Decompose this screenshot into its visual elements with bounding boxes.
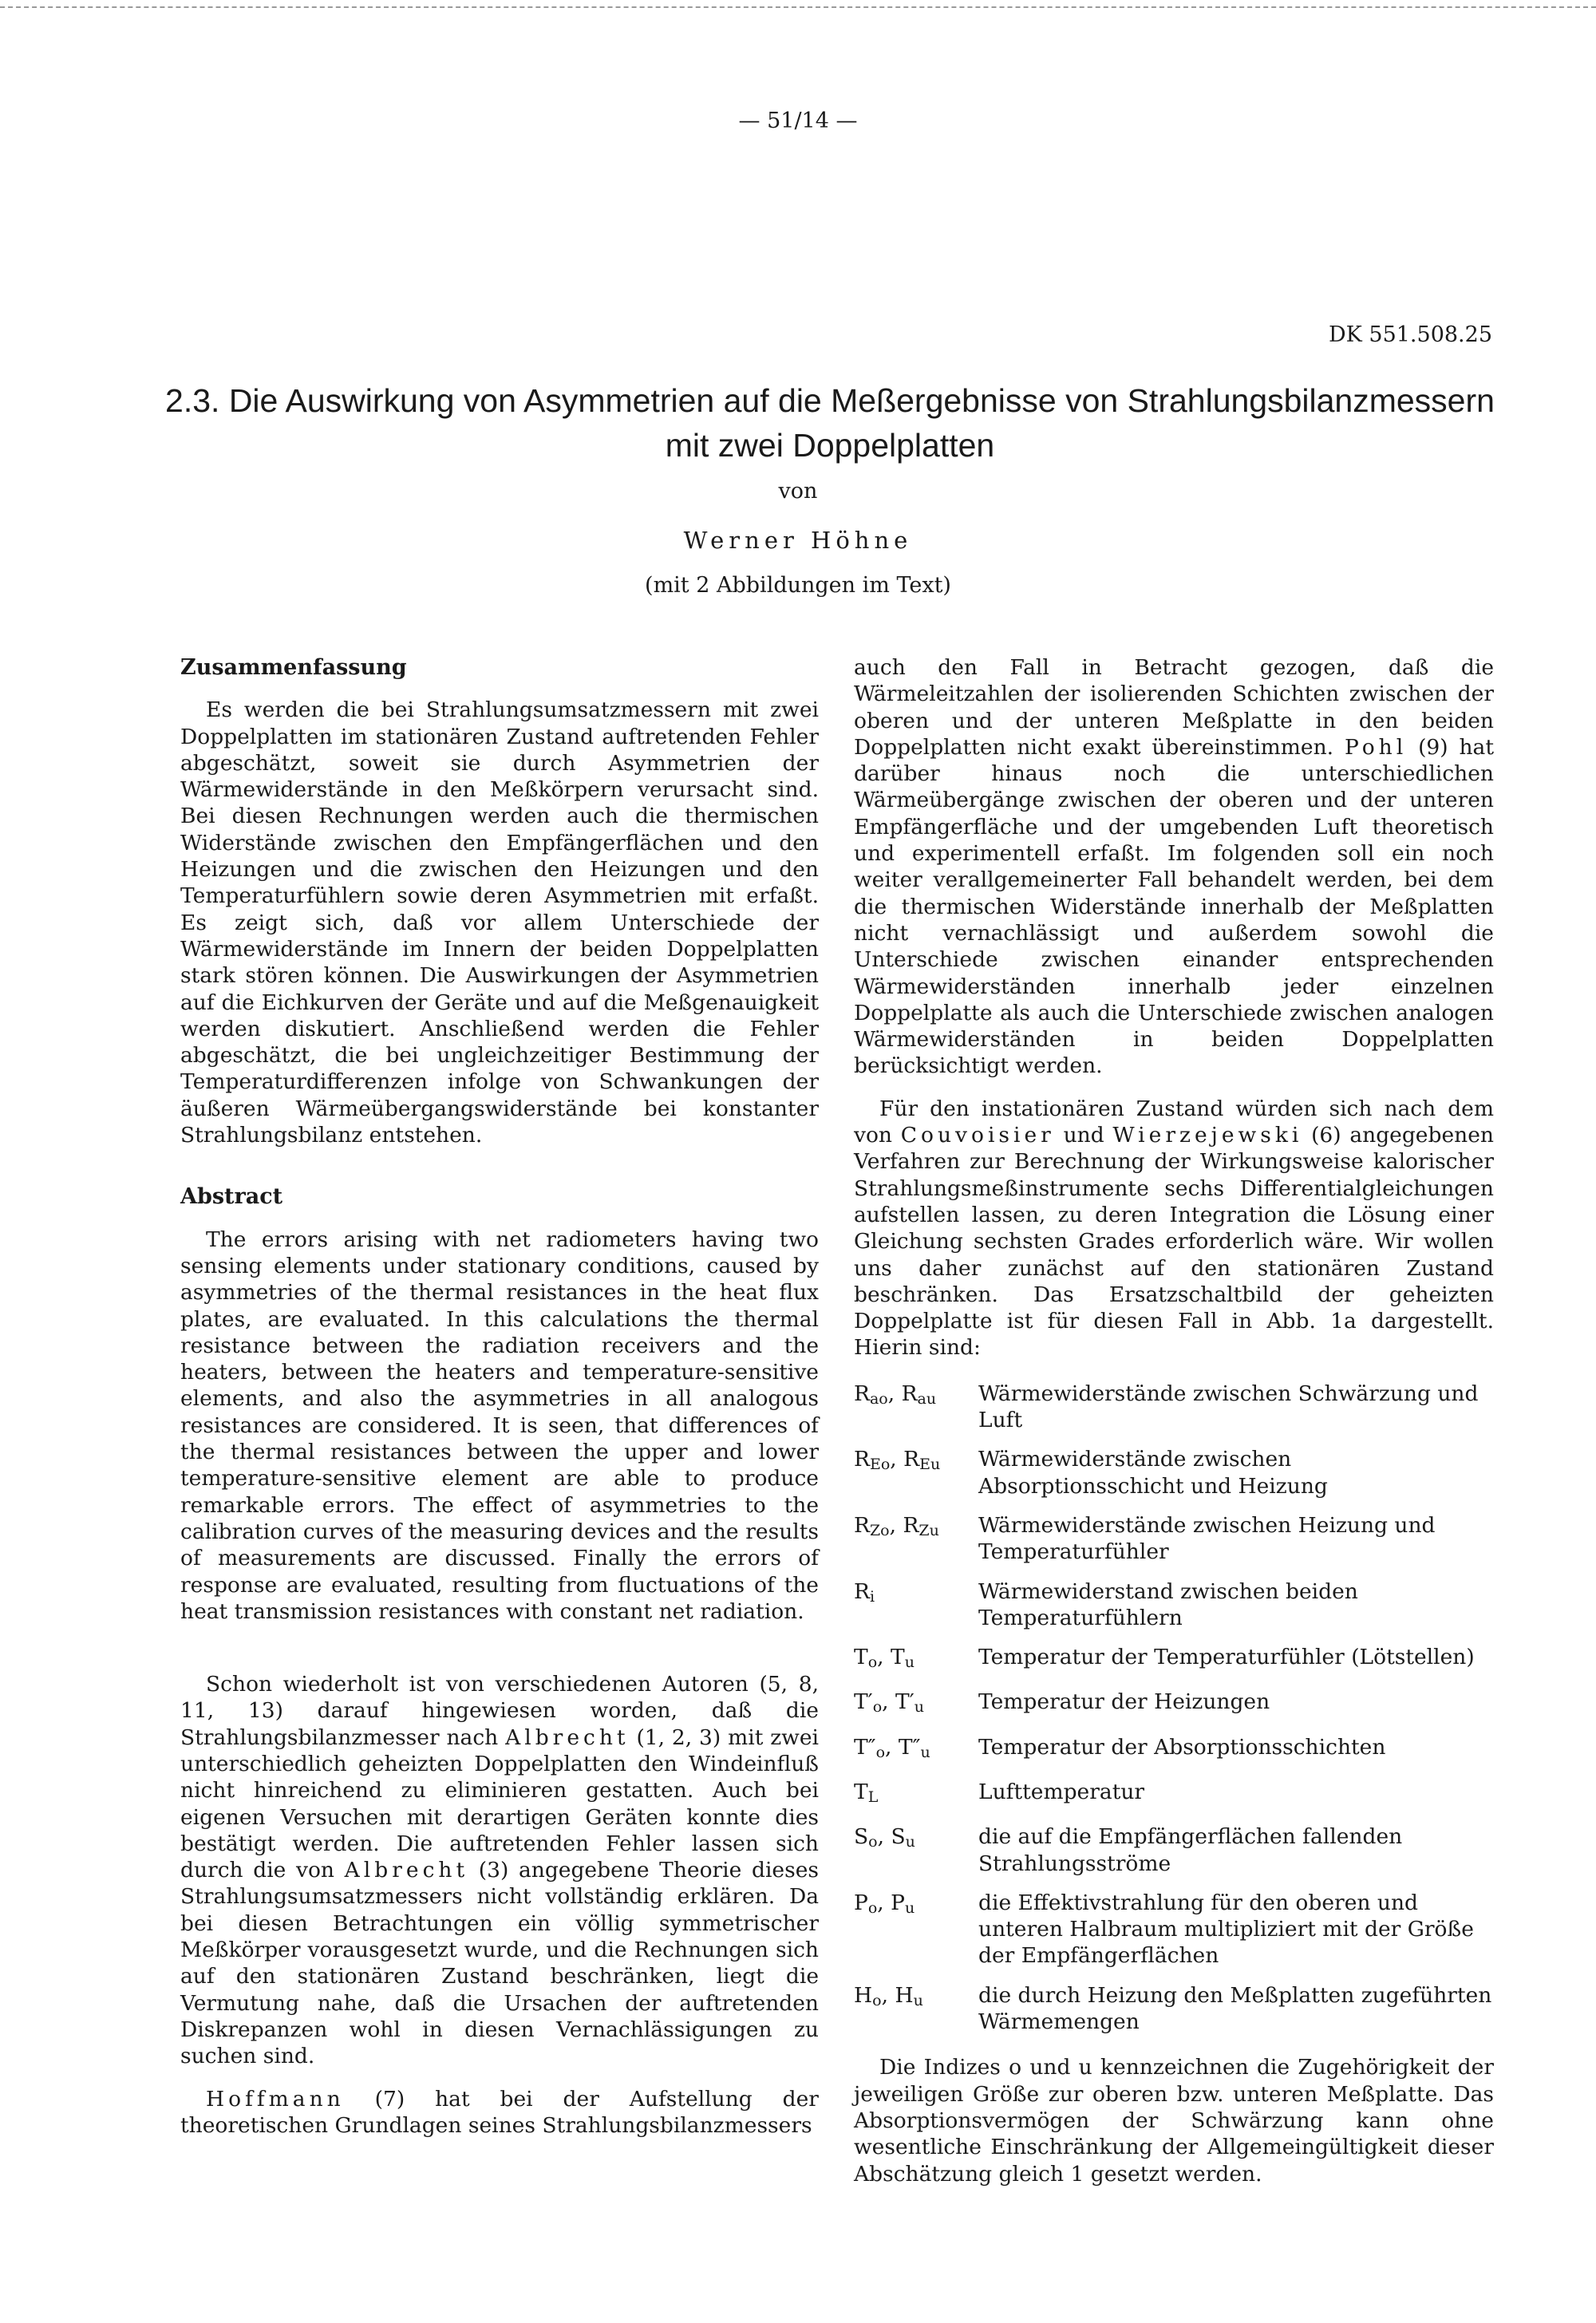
definition-text: Wärmewiderstände zwischen Absorptionsschicht und Heizung: [978, 1447, 1328, 1499]
hoffmann-text-a: (7) hat bei der Aufstellung der theoretischen Grundlagen seines Strahlungsbilanzmessers: [180, 2086, 819, 2138]
symbol-subscript: u: [905, 1833, 915, 1851]
byline-von: von: [778, 479, 818, 504]
symbol-subscript: o: [872, 1991, 882, 2009]
symbol-subscript: o: [868, 1833, 878, 1851]
symbol-separator: ,: [885, 1734, 899, 1760]
symbol-base: R: [854, 1578, 870, 1604]
symbol-subscript: o: [867, 1653, 878, 1672]
symbol-base: T″: [854, 1734, 876, 1760]
symbol-base: T: [854, 1779, 868, 1804]
continued-text-b: (9) hat darüber hinaus noch die unterschiedlichen Wärmeübergänge zwischen der oberen und der unteren Empfängerfläche und der umgebenden Luft theoretisch und experimentell erfaßt. Im folgenden soll ein noch weiter verallgemeinerter Fall behandelt werden, bei dem die thermischen Widerstände innerhalb der Meßplatten nicht vernachlässigt und außerdem sowohl die Unterschiede zwischen einander entsprechenden Wärmewiderständen innerhalb jeder einzelnen Doppelplatte als auch die Unterschiede zwischen analogen Wärmewiderständen in beiden Doppelplatten berücksichtigt werden.: [854, 734, 1494, 1079]
symbol-subscript: u: [904, 1653, 915, 1672]
symbol-subscript: ao: [869, 1389, 888, 1408]
summary-text: Es werden die bei Strahlungsumsatzmessern mit zwei Doppelplatten im stationären Zustand auftretenden Fehler abgeschätzt, soweit sie durch Asymmetrien der Wärmewiderstände in den Meßkörpern verursacht sind. Bei diesen Rechnungen werden auch die thermischen Widerstände zwischen den Empfängerflächen und den Heizungen und die zwischen den Heizungen und den Temperaturfühlern sowie deren Asymmetrien mit erfaßt. Es zeigt sich, daß vor allem Unterschiede der Wärmewiderstände im Innern der beiden Doppelplatten stark stören können. Die Auswirkungen der Asymmetrien auf die Eichkurven der Geräte und auf die Meßgenauigkeit werden diskutiert. Anschließend werden die Fehler abgeschätzt, die bei ungleichzeitiger Bestimmung der Temperaturdifferenzen infolge von Schwankungen der äußeren Wärmeübergangswiderstände bei konstanter Strahlungsbilanz entstehen.: [180, 697, 819, 1148]
symbol-base: T: [854, 1645, 868, 1670]
definition-row: [854, 1982, 1494, 2036]
symbol-base: H: [854, 1982, 873, 2008]
definition-symbol: [854, 1779, 978, 1811]
definition-row: [854, 1578, 1494, 1632]
definition-symbol: [854, 1982, 978, 2014]
author-ref-albrecht-2: Albrecht: [344, 1858, 469, 1883]
symbol-subscript: u: [914, 1698, 924, 1717]
definition-text: Temperatur der Heizungen: [978, 1689, 1270, 1715]
right-column: [854, 654, 1494, 2187]
symbol-separator: ,: [881, 1982, 895, 2008]
definition-symbol: [854, 1734, 978, 1766]
intro-text-b: (1, 2, 3) mit zwei unterschiedlich geheizten Doppelplatten den Windeinfluß nicht hinreichend zu eliminieren gestatten. Auch bei eigenen Versuchen mit derartigen Geräten konnte dies bestätigt werden. Die auftretenden Fehler lassen sich durch die von: [180, 1724, 819, 1883]
page-number: — 51/14 —: [738, 109, 858, 133]
summary-heading: Zusammenfassung: [180, 655, 407, 680]
symbol-separator: ,: [887, 1381, 902, 1406]
definition-symbol: [854, 1890, 978, 1922]
definition-row: [854, 1779, 1494, 1811]
definition-symbol: [854, 1446, 978, 1478]
abstract-text: The errors arising with net radiometers having two sensing elements under stationary conditions, caused by asymmetries of the thermal resistances in the heat flux plates, are evaluated. In this calculations the thermal resistance between the radiation receivers and the heaters, between the heaters and temperature-sensitive elements, and also the asymmetries in all analogous resistances are considered. It is seen, that differences of the thermal resistances between the upper and lower temperature-sensitive element are able to produce remarkable errors. The effect of asymmetries to the calibration curves of the measuring devices and the results of measurements are discussed. Finally the errors of response are evaluated, resulting from fluctuations of the heat transmission resistances with constant net radiation.: [180, 1227, 819, 1624]
symbol-subscript: Eo: [869, 1456, 891, 1474]
symbol-subscript: i: [869, 1587, 875, 1606]
symbol-subscript: o: [875, 1743, 886, 1761]
continued-text-a: auch den Fall in Betracht gezogen, daß die Wärmeleitzahlen der isolierenden Schichten zwischen der oberen und der unteren Meßplatte in den beiden Doppelplatten nicht exakt übereinstimmen.: [854, 655, 1494, 760]
author-ref-pohl: Pohl: [1344, 734, 1408, 760]
definition-text: Wärmewiderstände zwischen Schwärzung und Luft: [978, 1381, 1479, 1433]
definition-row: [854, 1734, 1494, 1766]
symbol-base: R: [854, 1447, 870, 1472]
definition-row: [854, 1381, 1494, 1434]
symbol-subscript: u: [920, 1743, 930, 1761]
symbol-base: T′: [854, 1689, 873, 1715]
definition-text: die auf die Empfängerflächen fallenden Strahlungsströme: [978, 1824, 1403, 1876]
method-paragraph: [854, 1096, 1494, 1361]
intro-paragraph: [180, 1671, 819, 2069]
definition-row: [854, 1512, 1494, 1566]
method-and: und: [1063, 1123, 1104, 1148]
definition-symbol: [854, 1578, 978, 1610]
definition-symbol: [854, 1381, 978, 1412]
symbol-subscript: u: [913, 1991, 923, 2009]
definition-text: die Effektivstrahlung für den oberen und unteren Halbraum multipliziert mit der Größe der Empfängerflächen: [978, 1890, 1474, 1969]
definition-text: Temperatur der Temperaturfühler (Lötstellen): [978, 1645, 1475, 1670]
hoffmann-paragraph: [180, 2086, 819, 2139]
author-name: Werner Höhne: [683, 527, 913, 554]
top-border-line: [0, 6, 1596, 8]
symbol-subscript: Zo: [869, 1521, 890, 1539]
continued-paragraph: [854, 654, 1494, 1080]
author-ref-hoffmann: Hoffmann: [206, 2086, 345, 2112]
definition-text: Wärmewiderstände zwischen Heizung und Temperaturfühler: [978, 1512, 1436, 1565]
definition-text: Wärmewiderstand zwischen beiden Temperaturfühlern: [978, 1578, 1358, 1630]
definition-text: Temperatur der Absorptionsschichten: [978, 1734, 1386, 1760]
symbol-separator: ,: [889, 1512, 903, 1538]
intro-text-c: (3) angegebene Theorie dieses Strahlungsumsatzmessers nicht vollständig erklären. Da bei diesen Betrachtungen ein völlig symmetrischer Meßkörper vorausgesetzt wurde, und die Rechnungen sich auf den stationären Zustand beschränken, liegt die Vermutung nahe, daß die Ursachen der auftretenden Diskrepanzen wohl in diesen Vernachlässigungen zu suchen sind.: [180, 1858, 819, 2069]
symbol-subscript: au: [917, 1389, 937, 1408]
symbol-separator: ,: [882, 1689, 896, 1715]
symbol-base: T′: [895, 1689, 915, 1715]
symbol-separator: ,: [877, 1645, 891, 1670]
dk-classification: DK 551.508.25: [1329, 322, 1492, 347]
indices-paragraph: Die Indizes o und u kennzeichnen die Zugehörigkeit der jeweiligen Größe zur oberen bzw. unteren Meßplatte. Das Absorptionsvermögen der Schwärzung kann ohne wesentliche Einschränkung der Allgemeingültigkeit dieser Abschätzung gleich 1 gesetzt werden.: [854, 2055, 1494, 2187]
author-ref-couvoisier: Couvoisier: [900, 1123, 1055, 1148]
symbol-separator: ,: [877, 1890, 891, 1915]
definition-symbol: [854, 1644, 978, 1676]
symbol-base: R: [903, 1447, 920, 1472]
definition-row: [854, 1644, 1494, 1676]
article-title: 2.3. Die Auswirkung von Asymmetrien auf die Meßergebnisse von Strahlungsbilanzmessern mit zwei Doppelplatten: [165, 382, 1495, 464]
symbol-base: P: [854, 1890, 868, 1915]
symbol-separator: ,: [890, 1447, 904, 1472]
method-text-a: Für den instationären Zustand würden sich nach dem von: [854, 1096, 1494, 1148]
author-ref-wierzejewski: Wierzejewski: [1112, 1123, 1303, 1148]
definitions-list: [854, 1381, 1494, 2036]
symbol-subscript: Zu: [918, 1521, 939, 1539]
symbol-base: R: [854, 1512, 870, 1538]
symbol-base: R: [854, 1381, 870, 1406]
symbol-subscript: Eu: [919, 1456, 941, 1474]
symbol-base: S: [891, 1824, 906, 1850]
symbol-separator: ,: [877, 1824, 891, 1850]
abstract-heading: Abstract: [180, 1184, 283, 1210]
definition-row: [854, 1689, 1494, 1721]
symbol-base: R: [903, 1512, 919, 1538]
definition-text: Lufttemperatur: [978, 1779, 1145, 1804]
method-text-b: (6) angegebenen Verfahren zur Berechnung der Wirkungsweise kalorischer Strahlungsmeßinstrumente sechs Differentialgleichungen aufstellen lassen, zu deren Integration die Lösung einer Gleichung sechsten Grades erforderlich wäre. Wir wollen uns daher zunächst auf den stationären Zustand beschränken. Das Ersatzschaltbild der geheizten Doppelplatte ist für diesen Fall in Abb. 1a dargestellt. Hierin sind:: [854, 1123, 1494, 1361]
symbol-base: H: [895, 1982, 914, 2008]
definition-row: [854, 1823, 1494, 1877]
definition-row: [854, 1446, 1494, 1499]
definition-row: [854, 1890, 1494, 1969]
symbol-base: T″: [898, 1734, 921, 1760]
intro-text-a: Schon wiederholt ist von verschiedenen Autoren (5, 8, 11, 13) darauf hingewiesen worden, daß die Strahlungsbilanzmesser nach: [180, 1672, 819, 1750]
symbol-base: P: [891, 1890, 905, 1915]
symbol-subscript: u: [905, 1898, 915, 1917]
definition-symbol: [854, 1689, 978, 1721]
symbol-base: T: [891, 1645, 905, 1670]
definition-symbol: [854, 1823, 978, 1855]
symbol-subscript: o: [867, 1898, 878, 1917]
figures-note: (mit 2 Abbildungen im Text): [645, 573, 951, 598]
author-ref-albrecht: Albrecht: [505, 1724, 630, 1750]
definition-symbol: [854, 1512, 978, 1544]
symbol-base: S: [854, 1824, 869, 1850]
symbol-subscript: o: [872, 1698, 883, 1717]
left-column: [180, 654, 819, 2139]
definition-text: die durch Heizung den Meßplatten zugeführten Wärmemengen: [978, 1982, 1492, 2035]
symbol-subscript: L: [867, 1788, 879, 1806]
symbol-base: R: [901, 1381, 918, 1406]
